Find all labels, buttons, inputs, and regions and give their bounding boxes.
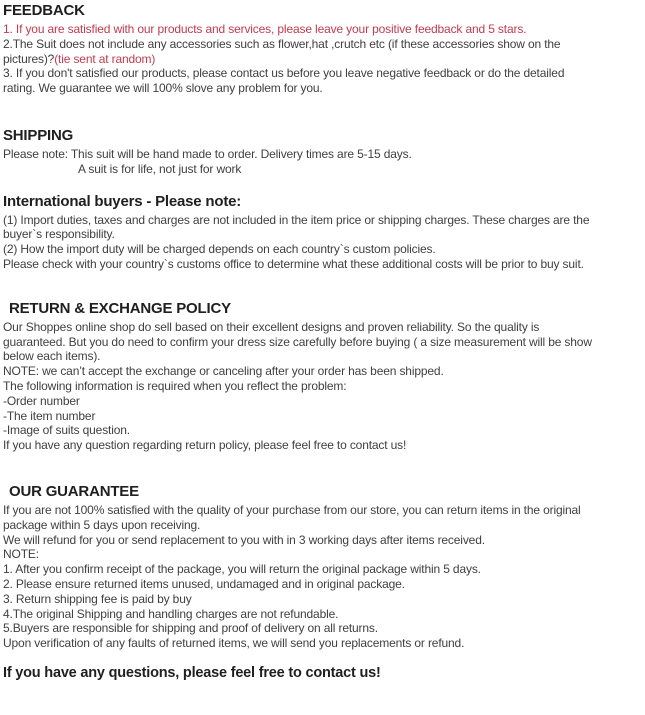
policy-text-line: [3, 335, 641, 350]
text-segment: 2.The Suit does not include any accessories such as flower,hat ,crutch etc (if these accessories show on the: [3, 36, 561, 51]
policy-text-line: [3, 37, 641, 52]
section-our-guarantee: [3, 483, 641, 651]
text-segment: Our Shoppes online shop do sell based on their excellent designs and proven reliability. So the quality is: [3, 319, 540, 334]
shipping-heading: SHIPPING: [3, 126, 74, 144]
section-feedback: [3, 2, 641, 96]
section-return-exchange-policy: [3, 300, 641, 453]
policy-text-line: [3, 423, 641, 438]
policy-text-line: [3, 636, 641, 651]
text-segment: pictures)?: [3, 51, 55, 66]
text-segment: buyer`s responsibility.: [3, 227, 115, 242]
text-segment: 3. If you don't satisfied our products, please contact us before you leave negative feedback or do the detailed: [3, 66, 565, 81]
text-segment: Please check with your country`s customs office to determine what these additional costs will be prior to buy suit.: [3, 256, 584, 271]
text-segment: 1. After you confirm receipt of the package, you will return the original package within 5 days.: [3, 562, 481, 577]
policy-text-line: [3, 503, 641, 518]
text-segment: 4.The original Shipping and handling charges are not refundable.: [3, 606, 339, 621]
our-guarantee-heading: OUR GUARANTEE: [9, 482, 139, 500]
international-buyers-body: [3, 213, 641, 272]
text-segment: We will refund for you or send replacement to you with in 3 working days after items received.: [3, 532, 485, 547]
policy-text-line: [3, 533, 641, 548]
highlighted-text: 1. If you are satisfied with our products and services, please leave your positive feedback and 5 stars.: [3, 22, 527, 36]
text-segment: -Image of suits question.: [3, 423, 130, 438]
text-segment: (2) How the import duty will be charged depends on each country`s custom policies.: [3, 242, 436, 257]
text-segment: If you have any question regarding return policy, please feel free to contact us!: [3, 438, 407, 453]
text-segment: NOTE: we can’t accept the exchange or canceling after your order has been shipped.: [3, 364, 444, 379]
return-exchange-policy-body: [3, 320, 641, 453]
text-segment: rating. We guarantee we will 100% slove any problem for you.: [3, 81, 323, 96]
policy-text-line: [3, 518, 641, 533]
policy-text-line: [3, 394, 641, 409]
text-segment: guaranteed. But you do need to confirm your dress size carefully before buying ( a size measurement will be show: [3, 334, 592, 349]
policy-text-line: [3, 349, 641, 364]
text-segment: NOTE:: [3, 547, 39, 562]
policy-text-line: [3, 364, 641, 379]
policy-text-line: [3, 66, 641, 81]
text-segment: 3. Return shipping fee is paid by buy: [3, 591, 192, 606]
feedback-body: [3, 22, 641, 96]
text-segment: (1) Import duties, taxes and charges are not included in the item price or shipping charges. These charges are the: [3, 212, 590, 227]
policy-text-line: [3, 147, 641, 162]
feedback-heading: FEEDBACK: [3, 2, 85, 19]
policy-text-line: [3, 227, 641, 242]
policy-text-line: [3, 562, 641, 577]
policy-text-line: [3, 320, 641, 335]
section-international-buyers: [3, 193, 641, 272]
text-segment: 5.Buyers are responsible for shipping and proof of delivery on all returns.: [3, 621, 378, 636]
policy-text-line: [3, 242, 641, 257]
policy-text-line: [3, 621, 641, 636]
our-guarantee-body: [3, 503, 641, 651]
policy-text-line: [3, 592, 641, 607]
policy-text-line: [3, 52, 641, 67]
return-exchange-policy-heading: RETURN & EXCHANGE POLICY: [9, 299, 231, 317]
highlighted-text: (tie sent at random): [54, 51, 156, 66]
policy-text-line: [3, 257, 641, 272]
policy-text-line: [3, 438, 641, 453]
contact-us-note: If you have any questions, please feel free to contact us!: [3, 664, 381, 681]
text-segment: -Order number: [3, 393, 80, 408]
policy-text-line: [3, 162, 641, 177]
policy-text-line: [3, 607, 641, 622]
text-segment: If you are not 100% satisfied with the quality of your purchase from our store, you can return items in the original: [3, 502, 581, 517]
policy-text-line: [3, 379, 641, 394]
policy-text-line: [3, 81, 641, 96]
text-segment: Upon verification of any faults of returned items, we will send you replacements or refund.: [3, 636, 465, 651]
text-segment: -The item number: [3, 408, 96, 423]
text-segment: package within 5 days upon receiving.: [3, 517, 201, 532]
shipping-body: [3, 147, 641, 177]
policy-text-line: [3, 409, 641, 424]
text-segment: The following information is required when you reflect the problem:: [3, 378, 347, 393]
policy-text-line: [3, 577, 641, 592]
policy-text-line: [3, 213, 641, 228]
section-shipping: [3, 127, 641, 177]
policy-text-line: [3, 547, 641, 562]
text-segment: below each items).: [3, 349, 101, 364]
text-segment: A suit is for life, not just for work: [78, 161, 242, 176]
text-segment: 2. Please ensure returned items unused, undamaged and in original package.: [3, 576, 405, 591]
policy-text-line: [3, 22, 641, 37]
text-segment: Please note: This suit will be hand made to order. Delivery times are 5-15 days.: [3, 146, 412, 161]
international-buyers-heading: International buyers - Please note:: [3, 192, 242, 210]
